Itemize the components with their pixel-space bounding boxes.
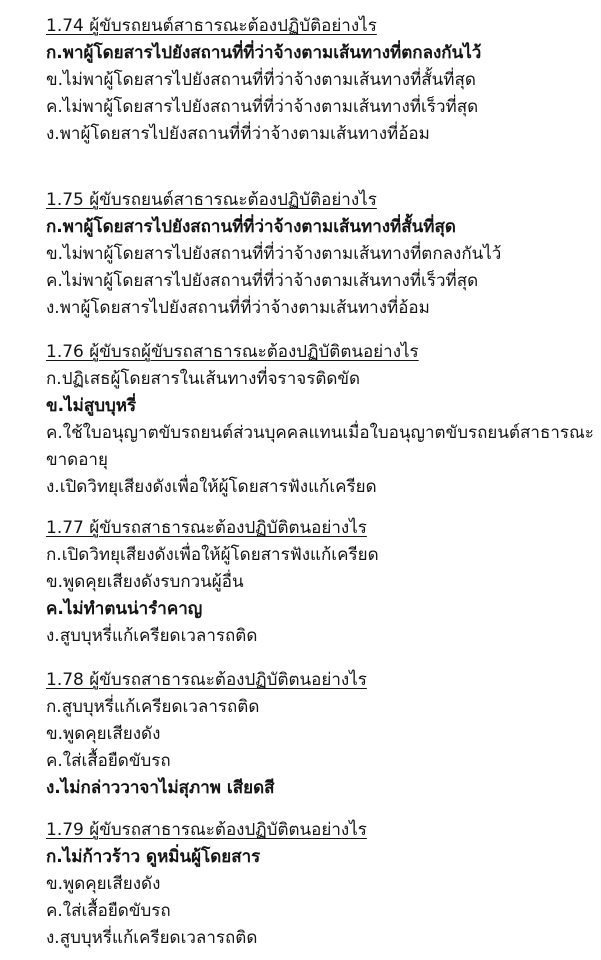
answer-option-correct: ก.พาผู้โดยสารไปยังสถานที่ที่ว่าจ้างตามเส้นทางที่สั้นที่สุด (46, 217, 456, 237)
answer-option: ข.ไม่พาผู้โดยสารไปยังสถานที่ที่ว่าจ้างตามเส้นทางที่ตกลงกันไว้ (46, 244, 502, 264)
question-block (46, 667, 594, 802)
answer-option-correct: ง.ไม่กล่าววาจาไม่สุภาพ เสียดสี (46, 778, 275, 798)
answer-option-correct: ก.พาผู้โดยสารไปยังสถานที่ที่ว่าจ้างตามเส้นทางที่ตกลงกันไว้ (46, 43, 482, 63)
question-title: 1.79 ผู้ขับรถสาธารณะต้องปฏิบัติตนอย่างไร (46, 820, 367, 840)
answer-option: ข.พูดคุยเสียงดัง (46, 874, 161, 894)
answer-option: ก.ปฏิเสธผู้โดยสารในเส้นทางที่จราจรติดขัด (46, 369, 361, 389)
answer-option: ง.พาผู้โดยสารไปยังสถานที่ที่ว่าจ้างตามเส้นทางที่อ้อม (46, 124, 430, 144)
question-block (46, 515, 594, 650)
answer-option-correct: ก.ไม่ก้าวร้าว ดูหมิ่นผู้โดยสาร (46, 847, 261, 867)
answer-option-correct: ค.ไม่ทำตนน่ารำคาญ (46, 599, 203, 619)
question-title: 1.74 ผู้ขับรถยนต์สาธารณะต้องปฏิบัติอย่างไร (46, 16, 377, 36)
answer-option: ค.ไม่พาผู้โดยสารไปยังสถานที่ที่ว่าจ้างตามเส้นทางที่เร็วที่สุด (46, 97, 479, 117)
question-title: 1.75 ผู้ขับรถยนต์สาธารณะต้องปฏิบัติอย่างไร (46, 190, 377, 210)
question-title: 1.77 ผู้ขับรถสาธารณะต้องปฏิบัติตนอย่างไร (46, 518, 367, 538)
question-block (46, 817, 594, 952)
question-block (46, 187, 594, 322)
question-title: 1.78 ผู้ขับรถสาธารณะต้องปฏิบัติตนอย่างไร (46, 670, 367, 690)
answer-option: ค.ใช้ใบอนุญาตขับรถยนต์ส่วนบุคคลแทนเมื่อใบอนุญาตขับรถยนต์สาธารณะขาดอายุ (46, 423, 594, 470)
answer-option: ง.สูบบุหรี่แก้เครียดเวลารถติด (46, 626, 258, 646)
answer-option: ข.พูดคุยเสียงดังรบกวนผู้อื่น (46, 572, 244, 592)
answer-option: ก.เปิดวิทยุเสียงดังเพื่อให้ผู้โดยสารฟังแก้เครียด (46, 545, 379, 565)
answer-option: ค.ใส่เสื้อยืดขับรถ (46, 751, 171, 771)
answer-option: ค.ใส่เสื้อยืดขับรถ (46, 901, 171, 921)
question-block (46, 339, 594, 501)
answer-option: ค.ไม่พาผู้โดยสารไปยังสถานที่ที่ว่าจ้างตามเส้นทางที่เร็วที่สุด (46, 271, 479, 291)
answer-option: ข.พูดคุยเสียงดัง (46, 724, 161, 744)
answer-option: ง.สูบบุหรี่แก้เครียดเวลารถติด (46, 928, 258, 948)
answer-option: ง.พาผู้โดยสารไปยังสถานที่ที่ว่าจ้างตามเส้นทางที่อ้อม (46, 298, 430, 318)
question-title: 1.76 ผู้ขับรถผู้ขับรถสาธารณะต้องปฏิบัติตนอย่างไร (46, 342, 419, 362)
answer-option: ข.ไม่พาผู้โดยสารไปยังสถานที่ที่ว่าจ้างตามเส้นทางที่สั้นที่สุด (46, 70, 476, 90)
answer-option: ง.เปิดวิทยุเสียงดังเพื่อให้ผู้โดยสารฟังแก้เครียด (46, 477, 377, 497)
answer-option-correct: ข.ไม่สูบบุหรี่ (46, 396, 137, 416)
answer-option: ก.สูบบุหรี่แก้เครียดเวลารถติด (46, 697, 260, 717)
question-block (46, 13, 594, 148)
